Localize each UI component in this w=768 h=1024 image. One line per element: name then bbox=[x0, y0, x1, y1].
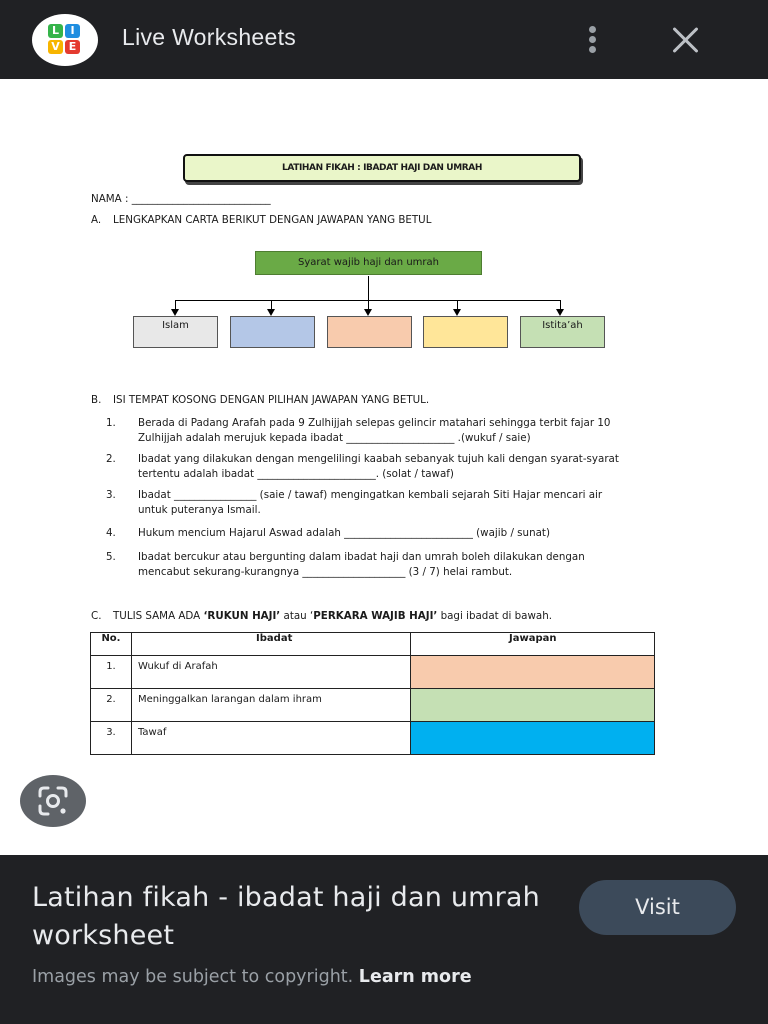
copyright-notice bbox=[32, 965, 472, 989]
logo-letter-i: I bbox=[65, 24, 80, 38]
item-5-line-2: mencabut sekurang-kurangnya ____________________ (3 / 7) helai rambut. bbox=[138, 566, 513, 578]
section-c-heading-mid: atau ‘ bbox=[280, 610, 314, 622]
worksheet-title: LATIHAN FIKAH : IBADAT HAJI DAN UMRAH bbox=[183, 154, 581, 182]
row-2-ibadat: Meninggalkan larangan dalam ihram bbox=[131, 689, 411, 722]
table-row bbox=[91, 689, 655, 722]
table-row bbox=[91, 656, 655, 689]
learn-more-link[interactable]: Learn more bbox=[358, 967, 472, 987]
arrowhead-1 bbox=[171, 309, 179, 316]
top-bar bbox=[0, 0, 768, 79]
row-1-ibadat: Wukuf di Arafah bbox=[131, 656, 411, 689]
name-line: NAMA : ___________________________ bbox=[91, 193, 271, 205]
row-3-number: 3. bbox=[91, 722, 132, 755]
more-vert-icon[interactable] bbox=[582, 24, 604, 56]
item-4-line-1: Hukum mencium Hajarul Aswad adalah _________________________ (wajib / sunat) bbox=[138, 527, 550, 539]
table-header-row bbox=[91, 633, 655, 656]
chart-box-5: Istita’ah bbox=[520, 316, 605, 348]
column-header-jawapan: Jawapan bbox=[411, 633, 655, 656]
item-2-line-2: tertentu adalah ibadat _______________________. (solat / tawaf) bbox=[138, 468, 454, 480]
item-5-line-1: Ibadat bercukur atau bergunting dalam ibadat haji dan umrah boleh dilakukan dengan bbox=[138, 551, 585, 563]
lens-glyph bbox=[37, 785, 69, 817]
arrowhead-5 bbox=[556, 309, 564, 316]
column-header-ibadat: Ibadat bbox=[131, 633, 411, 656]
section-c-letter: C. bbox=[91, 610, 102, 622]
logo-letter-e: E bbox=[65, 40, 80, 54]
row-3-answer-box bbox=[411, 722, 655, 755]
chart-box-2 bbox=[230, 316, 315, 348]
section-a-letter: A. bbox=[91, 214, 102, 226]
site-name[interactable]: Live Worksheets bbox=[122, 24, 297, 50]
logo-grid bbox=[48, 24, 80, 54]
item-3-line-1: Ibadat ________________ (saie / tawaf) mengingatkan kembali sejarah Siti Hajar mencari air bbox=[138, 489, 603, 501]
section-c-heading bbox=[113, 609, 552, 625]
item-2-number: 2. bbox=[106, 453, 116, 465]
item-1-number: 1. bbox=[106, 417, 116, 429]
table-row bbox=[91, 722, 655, 755]
logo-letter-v: V bbox=[48, 40, 63, 54]
row-1-answer-box bbox=[411, 656, 655, 689]
column-header-no: No. bbox=[91, 633, 132, 656]
site-logo[interactable] bbox=[32, 14, 98, 66]
section-b-letter: B. bbox=[91, 394, 102, 406]
item-3-line-2: untuk puteranya Ismail. bbox=[138, 504, 261, 516]
answer-table bbox=[90, 632, 655, 755]
arrowhead-3 bbox=[364, 309, 372, 316]
chart-top-box: Syarat wajib haji dan umrah bbox=[255, 251, 482, 275]
row-3-ibadat: Tawaf bbox=[131, 722, 411, 755]
copyright-text: Images may be subject to copyright. bbox=[32, 967, 354, 987]
bottom-panel bbox=[0, 855, 768, 1024]
connector-vertical bbox=[368, 276, 369, 300]
worksheet-image bbox=[0, 79, 768, 855]
item-2-line-1: Ibadat yang dilakukan dengan mengelilingi kaabah sebanyak tujuh kali dengan syarat-syarat bbox=[138, 453, 619, 465]
section-c-heading-pre: TULIS SAMA ADA bbox=[113, 610, 204, 622]
item-4-number: 4. bbox=[106, 527, 116, 539]
item-1-line-1: Berada di Padang Arafah pada 9 Zulhijjah selepas gelincir matahari sehingga terbit fajar 10 bbox=[138, 417, 611, 429]
logo-letter-l: L bbox=[48, 24, 63, 38]
row-2-answer-box bbox=[411, 689, 655, 722]
arrowhead-2 bbox=[267, 309, 275, 316]
chart-box-4 bbox=[423, 316, 508, 348]
arrowhead-4 bbox=[453, 309, 461, 316]
image-preview[interactable] bbox=[0, 79, 768, 855]
section-b-heading: ISI TEMPAT KOSONG DENGAN PILIHAN JAWAPAN YANG BETUL. bbox=[113, 394, 430, 406]
close-icon[interactable] bbox=[668, 22, 704, 58]
section-a-heading: LENGKAPKAN CARTA BERIKUT DENGAN JAWAPAN YANG BETUL bbox=[113, 214, 432, 226]
item-1-line-2: Zulhijjah adalah merujuk kepada ibadat _____________________ .(wukuf / saie) bbox=[138, 432, 531, 444]
row-1-number: 1. bbox=[91, 656, 132, 689]
item-3-number: 3. bbox=[106, 489, 116, 501]
row-2-number: 2. bbox=[91, 689, 132, 722]
google-lens-icon[interactable] bbox=[20, 775, 86, 827]
chart-box-3 bbox=[327, 316, 412, 348]
section-c-heading-wajib: PERKARA WAJIB HAJI’ bbox=[313, 610, 438, 622]
visit-button[interactable]: Visit bbox=[579, 880, 736, 935]
section-c-heading-post: bagi ibadat di bawah. bbox=[437, 610, 553, 622]
item-5-number: 5. bbox=[106, 551, 116, 563]
chart-box-1: Islam bbox=[133, 316, 218, 348]
image-caption[interactable]: Latihan fikah - ibadat haji dan umrah worksheet bbox=[32, 882, 540, 951]
section-c-heading-rukun: ‘RUKUN HAJI’ bbox=[203, 610, 281, 622]
